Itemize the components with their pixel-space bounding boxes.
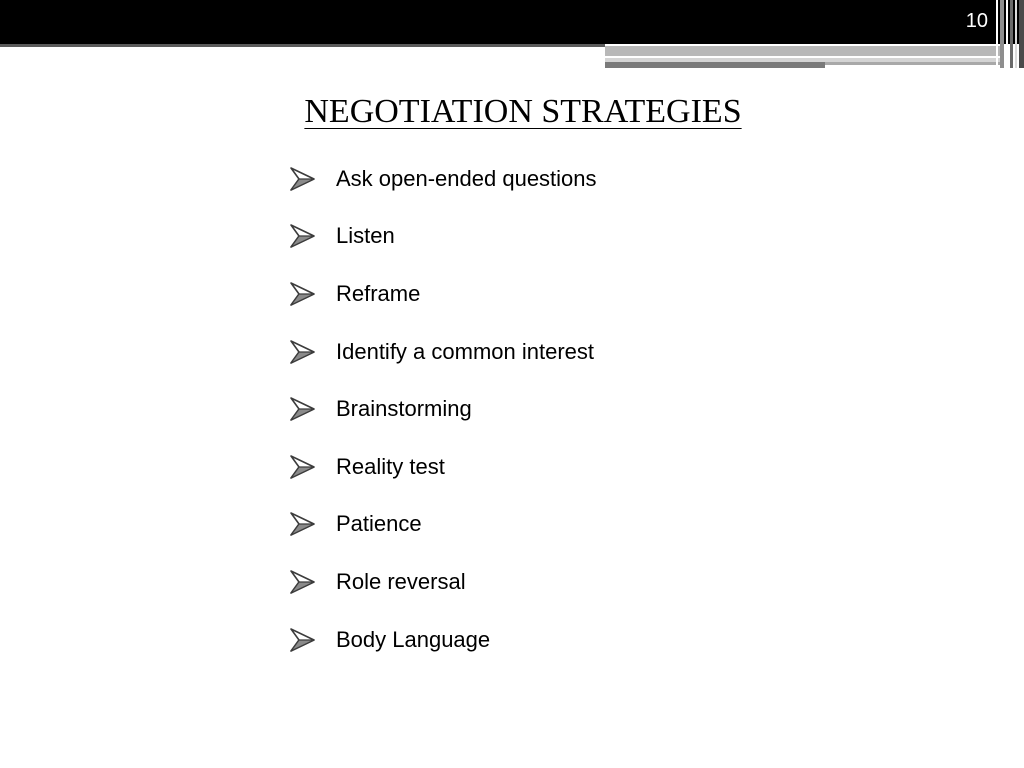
list-item [288,265,597,323]
arrow-bullet-icon [288,510,336,538]
slide-title [0,93,1024,131]
header-bar [0,0,1024,44]
arrow-bullet-icon [288,222,336,250]
slide-title-text: NEGOTIATION STRATEGIES [304,93,742,130]
list-item [288,150,597,208]
list-item [288,553,597,611]
list-item-text: Brainstorming [336,396,472,422]
arrow-bullet-icon [288,338,336,366]
decor-band-light [605,46,1000,56]
arrow-bullet-icon [288,453,336,481]
arrow-bullet-icon [288,626,336,654]
list-item [288,380,597,438]
list-item [288,611,597,669]
list-item-text: Patience [336,511,422,537]
header-rule [0,44,605,47]
list-item-text: Role reversal [336,568,466,594]
strategy-list [288,150,597,668]
list-item-text: Identify a common interest [336,338,595,364]
arrow-bullet-icon [288,395,336,423]
list-item [288,323,597,381]
list-item-text: Ask open-ended questions [336,165,597,191]
decor-vertical-stripes [990,0,1024,68]
page-number: 10 [965,10,988,32]
decor-band-dark [605,62,825,68]
arrow-bullet-icon [288,165,336,193]
list-item-text: Reframe [336,280,421,306]
arrow-bullet-icon [288,280,336,308]
decor-band-mid [825,62,1000,65]
list-item-text: Reality test [336,453,445,479]
arrow-bullet-icon [288,568,336,596]
list-item-text: Listen [336,223,395,249]
list-item-text: Body Language [336,626,491,652]
list-item [288,496,597,554]
list-item [288,208,597,266]
list-item [288,438,597,496]
